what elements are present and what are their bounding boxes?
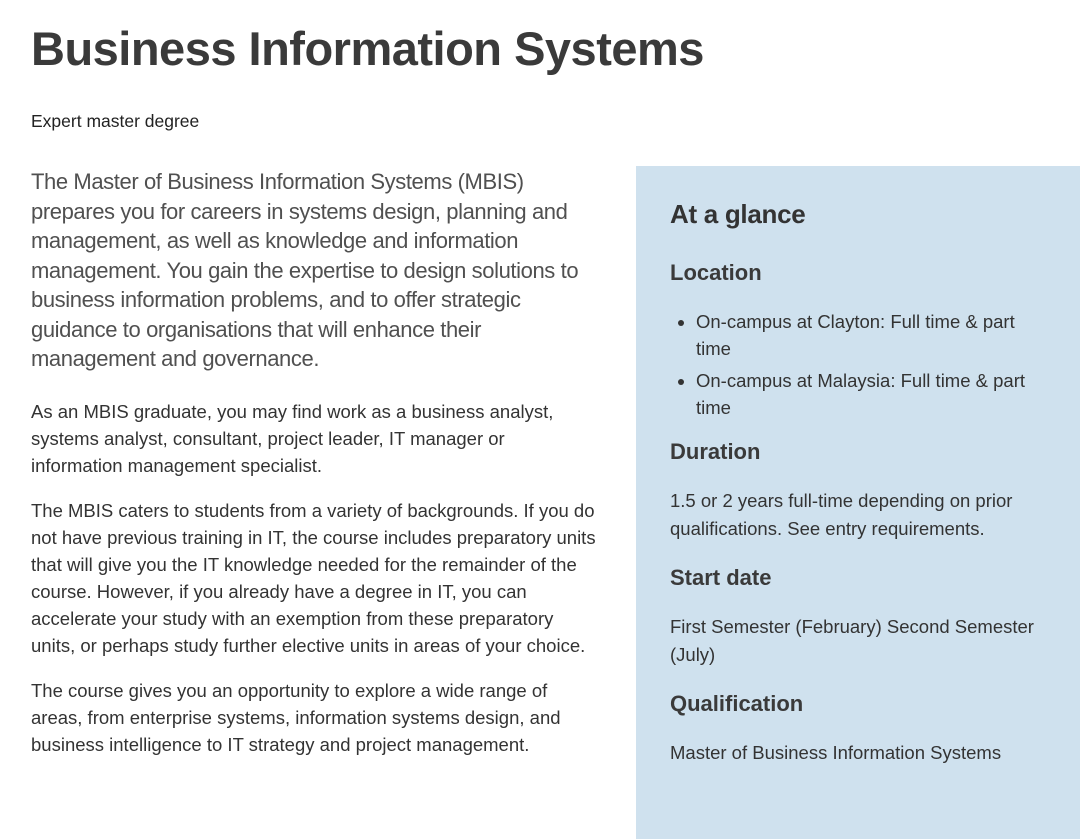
duration-heading: Duration	[670, 439, 761, 464]
backgrounds-paragraph: The MBIS caters to students from a variety of backgrounds. If you do not have previous training in IT, the course includes preparatory units that will give you the IT knowledge needed for the remainder of the course. However, if you already have a degree in IT, you can accelerate your study with an exemption from these preparatory units, or perhaps study further elective units in areas of your choice.	[31, 499, 596, 656]
page-title: Business Information Systems	[31, 22, 704, 75]
location-heading: Location	[670, 260, 762, 285]
at-a-glance-heading: At a glance	[670, 199, 806, 229]
location-item-clayton: • On-campus at Clayton: Full time & part time	[696, 308, 1050, 362]
at-a-glance-panel	[636, 166, 1080, 839]
course-description	[31, 167, 601, 776]
careers-paragraph: As an MBIS graduate, you may find work as a business analyst, systems analyst, consultant, project leader, IT manager or information management specialist.	[31, 400, 554, 476]
start-date-heading: Start date	[670, 565, 772, 590]
duration-text: 1.5 or 2 years full-time depending on prior qualifications. See entry requirements.	[670, 490, 1013, 539]
intro-paragraph: The Master of Business Information Systems (MBIS) prepares you for careers in systems design, planning and management, as well as knowledge and information management. You gain the expertise to design solutions to business information problems, and to offer strategic guidance to organisations that will enhance their management and governance.	[31, 169, 579, 371]
start-date-text: First Semester (February) Second Semester (July)	[670, 616, 1034, 665]
location-list	[670, 308, 1050, 421]
areas-paragraph: The course gives you an opportunity to explore a wide range of areas, from enterprise systems, information systems design, and business intelligence to IT strategy and project management.	[31, 679, 561, 755]
location-item-malaysia: • On-campus at Malaysia: Full time & part time	[696, 367, 1050, 421]
qualification-heading: Qualification	[670, 691, 804, 716]
qualification-text: Master of Business Information Systems	[670, 742, 1002, 763]
degree-type-label: Expert master degree	[31, 111, 200, 131]
